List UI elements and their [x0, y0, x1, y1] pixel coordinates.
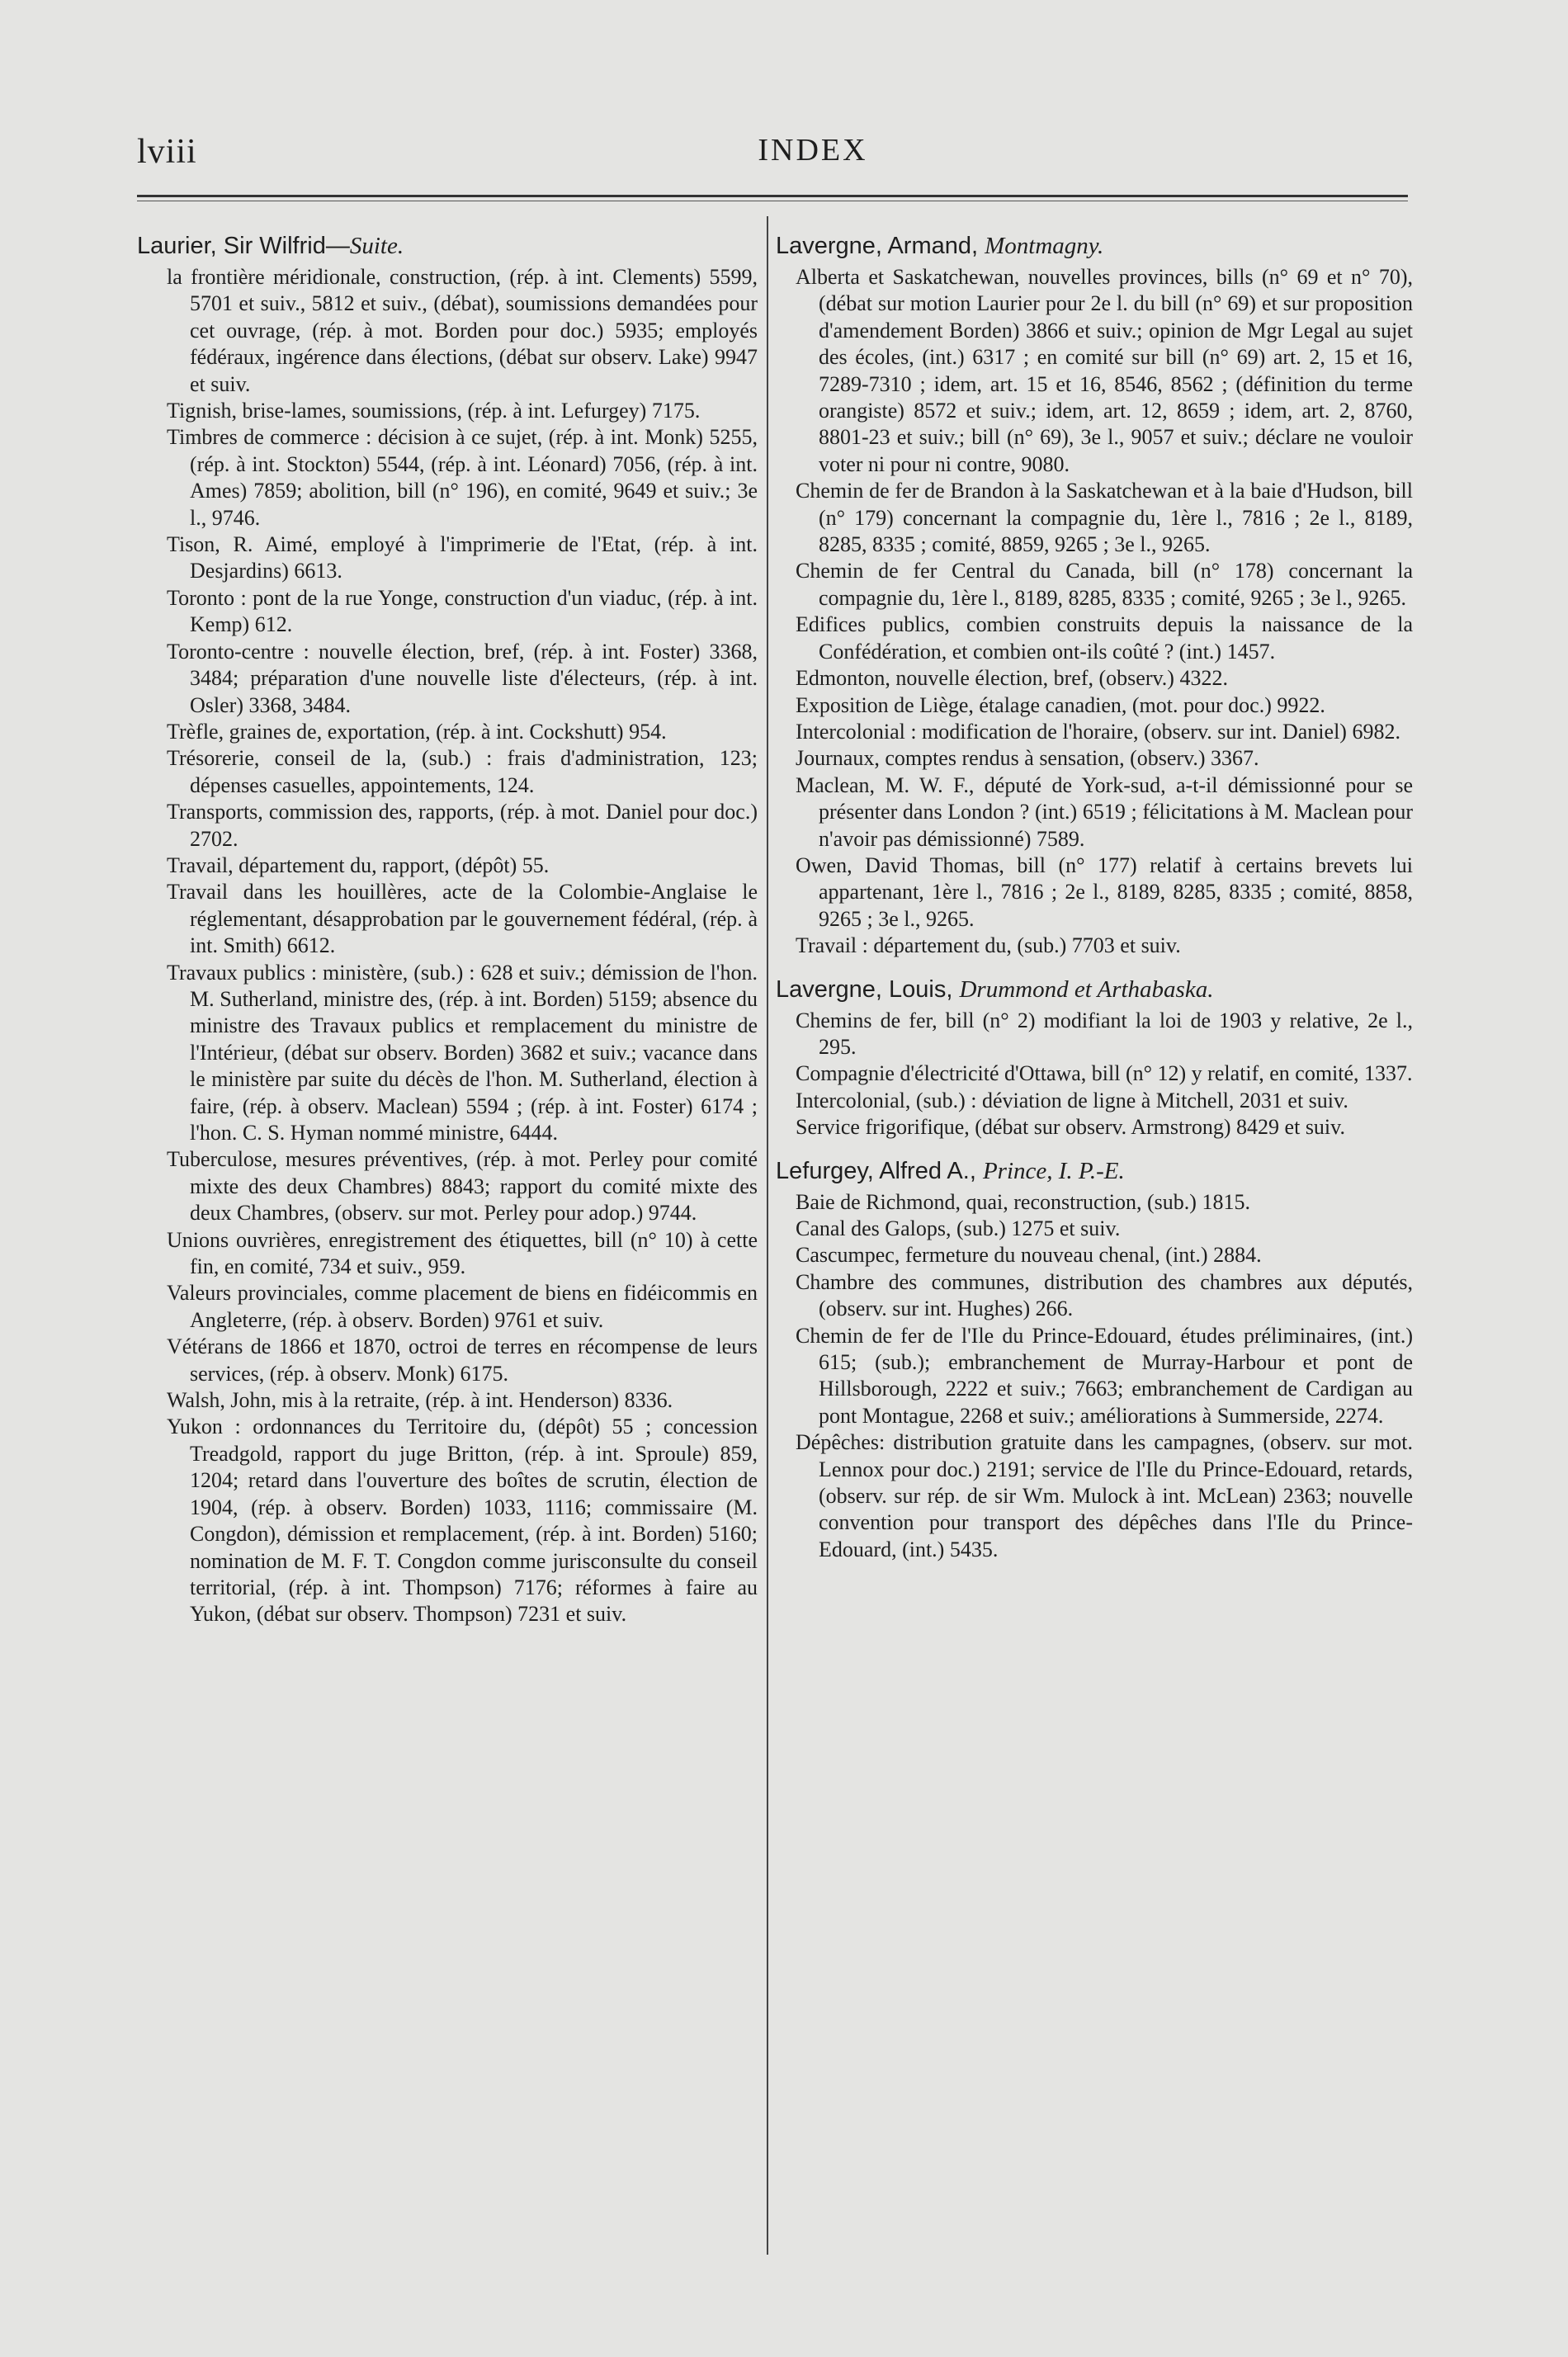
index-entry: Tuberculose, mesures préventives, (rép. à mot. Perley pour comité mixte des deux Chambres) 8843; rapport du comité mixte des deux Chambres, (observ. sur mot. Perley pour adop.) 9744.	[167, 1147, 758, 1226]
group-list	[776, 231, 1413, 1563]
index-entry: Toronto-centre : nouvelle élection, bref, (rép. à int. Foster) 3368, 3484; préparation d'une nouvelle liste d'électeurs, (rép. à int. Osler) 3368, 3484.	[167, 639, 758, 717]
index-entry: Yukon : ordonnances du Territoire du, (dépôt) 55 ; concession Treadgold, rapport du juge Britton, (rép. à int. Sproule) 859, 1204; retard dans l'ouverture des boîtes de scrutin, élection de 1904, (rép. à observ. Borden) 1033, 1116; commissaire (M. Congdon), démission et remplacement, (rép. à int. Borden) 5160; nomination de M. F. T. Congdon comme jurisconsulte du conseil territorial, (rép. à int. Thompson) 7176; réformes à faire au Yukon, (débat sur observ. Thompson) 7231 et suiv.	[167, 1415, 758, 1627]
index-entry: Trèfle, graines de, exportation, (rép. à int. Cockshutt) 954.	[167, 719, 667, 744]
index-entry: Tison, R. Aimé, employé à l'imprimerie de l'Etat, (rép. à int. Desjardins) 6613.	[167, 532, 758, 583]
index-group	[776, 1156, 1413, 1564]
heading-name: Laurier, Sir Wilfrid—	[137, 233, 350, 259]
index-entry: Maclean, M. W. F., député de York-sud, a-t-il démissionné pour se présenter dans London ? (int.) 6519 ; félicitations à M. Maclean pour n'avoir pas démissionné) 7589.	[796, 772, 1413, 851]
index-entry: Service frigorifique, (débat sur observ. Armstrong) 8429 et suiv.	[796, 1115, 1345, 1140]
index-entry: Alberta et Saskatchewan, nouvelles provinces, bills (n° 69 et n° 70), (débat sur motion Laurier pour 2e l. du bill (n° 69) et sur proposition d'amendement Borden) 3866 et suiv.; opinion de Mgr Legal au sujet des écoles, (int.) 6317 ; en comité sur bill (n° 69) art. 2, 15 et 16, 7289-7310 ; idem, art. 15 et 16, 8546, 8562 ; (définition du terme orangiste) 8572 et suiv.; idem, art. 12, 8659 ; idem, art. 2, 8760, 8801-23 et suiv.; bill (n° 69), 3e l., 9057 et suiv.; déclare ne vouloir voter ni pour ni contre, 9080.	[796, 265, 1413, 476]
index-group	[776, 231, 1413, 960]
entry-list	[137, 264, 758, 1628]
index-entry: Trésorerie, conseil de la, (sub.) : frais d'administration, 123; dépenses casuelles, appointements, 124.	[167, 746, 758, 797]
index-heading	[137, 231, 758, 261]
index-entry: Chemin de fer de Brandon à la Saskatchewan et à la baie d'Hudson, bill (n° 179) concernant la compagnie du, 1ère l., 7816 ; 2e l., 8189, 8285, 8335 ; comité, 8859, 9265 ; 3e l., 9265.	[796, 479, 1413, 557]
index-entry: Transports, commission des, rapports, (rép. à mot. Daniel pour doc.) 2702.	[167, 800, 758, 851]
right-column	[776, 231, 1413, 1578]
index-entry: Unions ouvrières, enregistrement des étiquettes, bill (n° 10) à cette fin, en comité, 734 et suiv., 959.	[167, 1227, 758, 1279]
index-entry: Intercolonial : modification de l'horaire, (observ. sur int. Daniel) 6982.	[796, 719, 1400, 744]
heading-riding: Suite.	[349, 233, 404, 259]
header-rule	[137, 195, 1408, 197]
index-entry: Dépêches: distribution gratuite dans les campagnes, (observ. sur mot. Lennox pour doc.) 2191; service de l'Ile du Prince-Edouard, retards, (observ. sur rép. de sir Wm. Mulock à int. McLean) 2363; nouvelle convention pour transport des dépêches dans l'Ile du Prince-Edouard, (int.) 5435.	[796, 1430, 1413, 1561]
index-entry: Edmonton, nouvelle élection, bref, (observ.) 4322.	[796, 666, 1228, 691]
index-entry: Vétérans de 1866 et 1870, octroi de terres en récompense de leurs services, (rép. à observ. Monk) 6175.	[167, 1334, 758, 1386]
index-entry: Chemin de fer de l'Ile du Prince-Edouard, études préliminaires, (int.) 615; (sub.); embranchement de Murray-Harbour et pont de Hillsborough, 2222 et suiv.; 7663; embranchement de Cardigan au pont Montague, 2268 et suiv.; améliorations à Summerside, 2274.	[796, 1323, 1413, 1428]
left-column	[137, 231, 758, 1628]
index-entry: Intercolonial, (sub.) : déviation de ligne à Mitchell, 2031 et suiv.	[796, 1088, 1348, 1112]
index-entry: la frontière méridionale, construction, (rép. à int. Clements) 5599, 5701 et suiv., 5812 et suiv., (débat), soumissions demandées pour cet ouvrage, (rép. à mot. Borden pour doc.) 5935; employés fédéraux, ingérence dans élections, (débat sur observ. Lake) 9947 et suiv.	[167, 265, 758, 396]
index-entry: Compagnie d'électricité d'Ottawa, bill (n° 12) y relatif, en comité, 1337.	[796, 1061, 1413, 1086]
index-heading	[776, 231, 1413, 261]
index-entry: Travail : département du, (sub.) 7703 et suiv.	[796, 933, 1181, 958]
index-entry: Cascumpec, fermeture du nouveau chenal, (int.) 2884.	[796, 1243, 1262, 1268]
index-entry: Toronto : pont de la rue Yonge, construction d'un viaduc, (rép. à int. Kemp) 612.	[167, 585, 758, 637]
page-number: lviii	[137, 133, 197, 171]
heading-name: Lavergne, Armand,	[776, 233, 985, 259]
index-entry: Timbres de commerce : décision à ce sujet, (rép. à int. Monk) 5255, (rép. à int. Stockton) 5544, (rép. à int. Léonard) 7056, (rép. à int. Ames) 7859; abolition, bill (n° 196), en comité, 9649 et suiv.; 3e l., 9746.	[167, 425, 758, 530]
index-entry: Baie de Richmond, quai, reconstruction, (sub.) 1815.	[796, 1189, 1250, 1214]
heading-riding: Montmagny.	[985, 233, 1104, 259]
column-divider	[767, 216, 768, 2255]
index-heading	[776, 975, 1413, 1004]
index-group	[776, 975, 1413, 1141]
index-heading	[776, 1156, 1413, 1186]
index-entry: Journaux, comptes rendus à sensation, (observ.) 3367.	[796, 746, 1259, 771]
index-entry: Edifices publics, combien construits depuis la naissance de la Confédération, et combien ont-ils coûté ? (int.) 1457.	[796, 612, 1413, 664]
index-entry: Travaux publics : ministère, (sub.) : 628 et suiv.; démission de l'hon. M. Sutherland, ministre des, (rép. à int. Borden) 5159; absence du ministre des Travaux publics et remplacement du ministre de l'Intérieur, (débat sur observ. Borden) 3682 et suiv.; vacance dans le ministère par suite du décès de l'hon. M. Sutherland, élection à faire, (rép. à observ. Maclean) 5594 ; (rép. à int. Foster) 6174 ; l'hon. C. S. Hyman nommé ministre, 6444.	[167, 960, 758, 1145]
heading-riding: Prince, I. P.-E.	[982, 1157, 1125, 1184]
heading-name: Lefurgey, Alfred A.,	[776, 1157, 983, 1184]
index-entry: Chambre des communes, distribution des chambres aux députés, (observ. sur int. Hughes) 266.	[796, 1269, 1413, 1321]
index-entry: Valeurs provinciales, comme placement de biens en fidéicommis en Angleterre, (rép. à observ. Borden) 9761 et suiv.	[167, 1281, 758, 1332]
index-entry: Chemin de fer Central du Canada, bill (n° 178) concernant la compagnie du, 1ère l., 8189, 8285, 8335 ; comité, 9265 ; 3e l., 9265.	[796, 559, 1413, 610]
index-entry: Travail dans les houillères, acte de la Colombie-Anglaise le réglementant, désapprobation par le gouvernement fédéral, (rép. à int. Smith) 6612.	[167, 880, 758, 958]
index-entry: Owen, David Thomas, bill (n° 177) relatif à certains brevets lui appartenant, 1ère l., 7816 ; 2e l., 8189, 8285, 8335 ; comité, 8858, 9265 ; 3e l., 9265.	[796, 853, 1413, 931]
index-entry: Canal des Galops, (sub.) 1275 et suiv.	[796, 1216, 1121, 1240]
index-entry: Walsh, John, mis à la retraite, (rép. à int. Henderson) 8336.	[167, 1388, 673, 1413]
page-title: INDEX	[758, 133, 868, 168]
heading-name: Lavergne, Louis,	[776, 975, 960, 1003]
index-entry: Chemins de fer, bill (n° 2) modifiant la loi de 1903 y relative, 2e l., 295.	[796, 1008, 1413, 1059]
index-entry: Exposition de Liège, étalage canadien, (mot. pour doc.) 9922.	[796, 692, 1325, 717]
index-entry: Travail, département du, rapport, (dépôt) 55.	[167, 853, 550, 877]
index-entry: Tignish, brise-lames, soumissions, (rép. à int. Lefurgey) 7175.	[167, 399, 701, 423]
heading-riding: Drummond et Arthabaska.	[959, 975, 1214, 1003]
